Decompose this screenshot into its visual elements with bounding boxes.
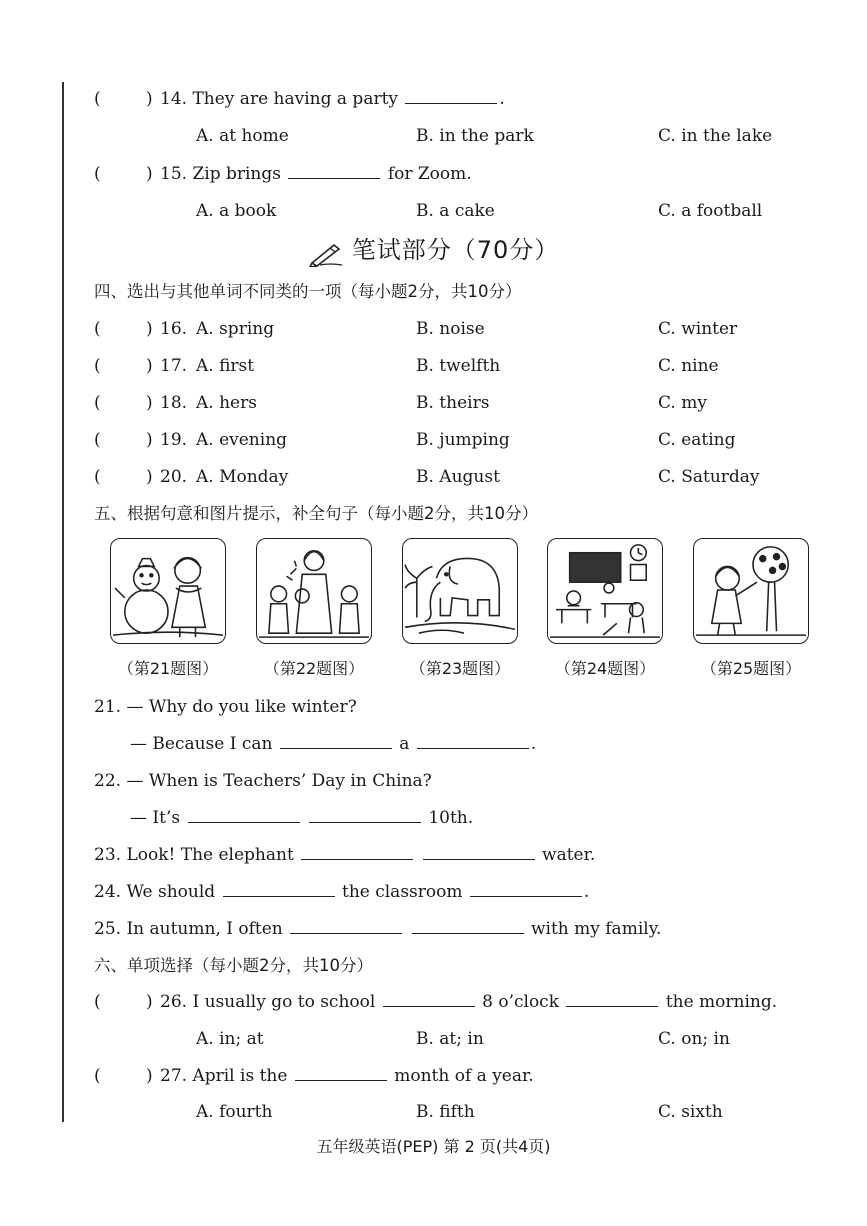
question-14-options — [0, 123, 867, 149]
option-b[interactable]: B. noise — [416, 319, 485, 339]
caption-q24: （第24题图） — [554, 659, 656, 678]
option-a[interactable]: A. a book — [196, 201, 277, 221]
option-b[interactable]: B. a cake — [416, 201, 495, 221]
option-c[interactable]: C. nine — [658, 356, 719, 376]
question-19: ( ) 19. A. evening B. jumping C. eating — [0, 427, 867, 453]
question-22-answer: — It’s 10th. — [0, 805, 867, 831]
question-20: ( ) 20. A. Monday B. August C. Saturday — [0, 464, 867, 490]
answer-bracket[interactable]: ( — [94, 89, 101, 109]
option-a[interactable]: A. in; at — [196, 1029, 264, 1049]
option-b[interactable]: B. fifth — [416, 1102, 475, 1122]
pen-icon — [308, 241, 344, 267]
picture-q23-elephant — [402, 538, 518, 644]
question-14: ( ) 14. They are having a party . — [0, 86, 867, 112]
question-26-options — [0, 1026, 867, 1052]
answer-bracket[interactable]: ( — [94, 356, 101, 376]
answer-bracket[interactable]: ( — [94, 467, 101, 487]
answer-blank[interactable] — [405, 86, 497, 104]
picture-q21-snowman — [110, 538, 226, 644]
answer-bracket[interactable]: ( — [94, 992, 101, 1012]
answer-blank[interactable] — [280, 731, 392, 749]
option-a[interactable]: A. spring — [196, 319, 275, 339]
option-a[interactable]: A. hers — [196, 393, 257, 413]
question-15: ( ) 15. Zip brings for Zoom. — [0, 161, 867, 187]
option-b[interactable]: B. theirs — [416, 393, 490, 413]
answer-blank[interactable] — [423, 842, 535, 860]
caption-q21: （第21题图） — [117, 659, 219, 678]
answer-blank[interactable] — [188, 805, 300, 823]
section-4-heading: 四、选出与其他单词不同类的一项（每小题2分，共10分） — [94, 282, 522, 301]
answer-bracket[interactable]: ( — [94, 430, 101, 450]
question-22: 22. — When is Teachers’ Day in China? — [94, 771, 432, 791]
answer-blank[interactable] — [309, 805, 421, 823]
answer-blank[interactable] — [470, 879, 582, 897]
answer-blank[interactable] — [566, 989, 658, 1007]
question-number: 14. — [160, 89, 188, 109]
option-b[interactable]: B. August — [416, 467, 500, 487]
question-18: ( ) 18. A. hers B. theirs C. my — [0, 390, 867, 416]
answer-blank[interactable] — [412, 916, 524, 934]
option-c[interactable]: C. in the lake — [658, 126, 773, 146]
option-a[interactable]: A. at home — [196, 126, 289, 146]
picture-q22-teacher — [256, 538, 372, 644]
option-a[interactable]: A. evening — [196, 430, 288, 450]
option-c[interactable]: C. sixth — [658, 1102, 723, 1122]
answer-blank[interactable] — [383, 989, 475, 1007]
option-c[interactable]: C. Saturday — [658, 467, 760, 487]
question-21: 21. — Why do you like winter? — [94, 697, 357, 717]
written-part-title: 笔试部分（70分） — [0, 232, 867, 268]
option-a[interactable]: A. fourth — [196, 1102, 273, 1122]
option-b[interactable]: B. in the park — [416, 126, 534, 146]
answer-bracket[interactable]: ( — [94, 319, 101, 339]
page-footer: 五年级英语(PEP) 第 2 页(共4页) — [316, 1137, 551, 1156]
caption-q25: （第25题图） — [700, 659, 802, 678]
option-b[interactable]: B. at; in — [416, 1029, 484, 1049]
option-b[interactable]: B. twelfth — [416, 356, 501, 376]
question-17: ( ) 17. A. first B. twelfth C. nine — [0, 353, 867, 379]
option-c[interactable]: C. a football — [658, 201, 763, 221]
question-16: ( ) 16. A. spring B. noise C. winter — [0, 316, 867, 342]
answer-bracket[interactable]: ( — [94, 1066, 101, 1086]
picture-q25-picking-apples — [693, 538, 809, 644]
question-24: 24. We should the classroom . — [0, 879, 867, 905]
question-text: They are having a party — [192, 89, 399, 109]
question-27: ( ) 27. April is the month of a year. — [0, 1063, 867, 1089]
answer-blank[interactable] — [417, 731, 529, 749]
option-c[interactable]: C. eating — [658, 430, 736, 450]
option-c[interactable]: C. my — [658, 393, 707, 413]
option-b[interactable]: B. jumping — [416, 430, 510, 450]
caption-q22: （第22题图） — [263, 659, 365, 678]
option-c[interactable]: C. winter — [658, 319, 738, 339]
question-21-answer: — Because I can a . — [0, 731, 867, 757]
question-26: ( ) 26. I usually go to school 8 o’clock the morning. — [0, 989, 867, 1015]
option-c[interactable]: C. on; in — [658, 1029, 730, 1049]
caption-q23: （第23题图） — [409, 659, 511, 678]
question-23: 23. Look! The elephant water. — [0, 842, 867, 868]
answer-blank[interactable] — [223, 879, 335, 897]
option-a[interactable]: A. Monday — [196, 467, 289, 487]
picture-q24-classroom — [547, 538, 663, 644]
section-6-heading: 六、单项选择（每小题2分，共10分） — [94, 956, 373, 975]
answer-blank[interactable] — [295, 1063, 387, 1081]
answer-bracket[interactable]: ( — [94, 164, 101, 184]
section-5-heading: 五、根据句意和图片提示，补全句子（每小题2分，共10分） — [94, 504, 538, 523]
question-15-options — [0, 198, 867, 224]
question-25: 25. In autumn, I often with my family. — [0, 916, 867, 942]
answer-blank[interactable] — [288, 161, 380, 179]
option-a[interactable]: A. first — [196, 356, 255, 376]
answer-blank[interactable] — [290, 916, 402, 934]
answer-blank[interactable] — [301, 842, 413, 860]
question-27-options — [0, 1099, 867, 1125]
answer-bracket[interactable]: ( — [94, 393, 101, 413]
